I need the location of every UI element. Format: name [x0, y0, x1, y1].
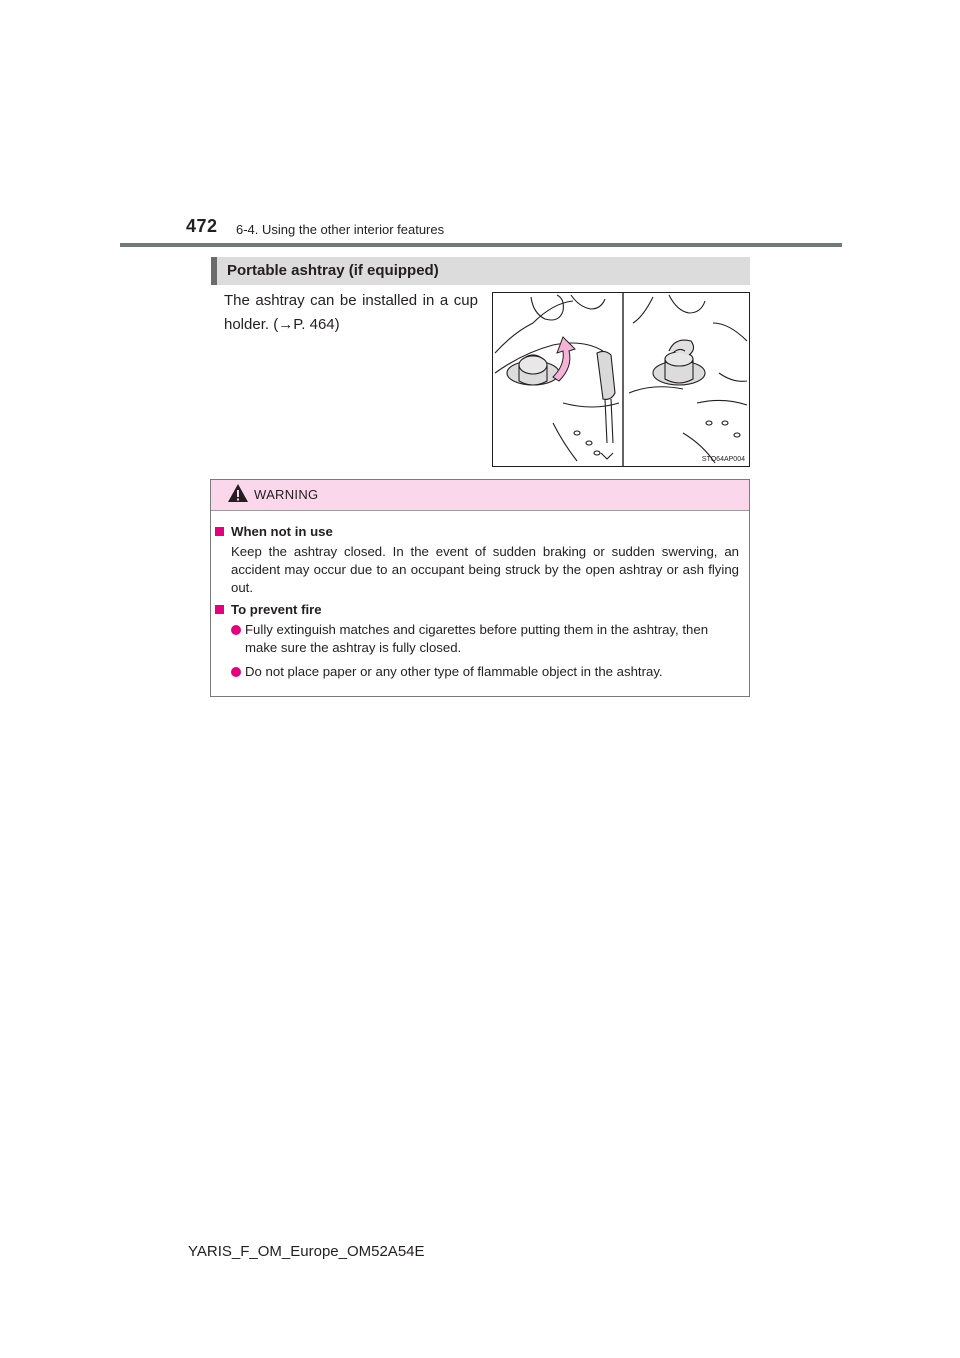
warning-triangle-icon	[227, 483, 249, 503]
section-heading: Portable ashtray (if equipped)	[211, 257, 750, 285]
warning-item-text: Keep the ashtray closed. In the event of sudden braking or sudden swerving, an accident may occur due to an occupant being struck by the open ashtray or ash flying out.	[231, 544, 739, 595]
warning-item-title: When not in use	[215, 523, 333, 541]
page-number: 472	[186, 216, 218, 236]
warning-header	[211, 480, 749, 511]
square-bullet-icon	[215, 527, 224, 536]
warning-bullet	[231, 663, 741, 681]
square-bullet-icon	[215, 605, 224, 614]
footer-document-code: YARIS_F_OM_Europe_OM52A54E	[188, 1243, 425, 1260]
warning-bullet-text: Fully extinguish matches and cigarettes before putting them in the ashtray, then make sure the ashtray is fully closed.	[245, 622, 709, 655]
intro-text: The ashtray can be installed in a cup holder. (→P. 464)	[224, 292, 478, 333]
chapter-title: 6-4. Using the other interior features	[236, 222, 445, 237]
ashtray-drawing	[493, 293, 749, 466]
ashtray-illustration	[492, 292, 750, 467]
warning-label: WARNING	[254, 487, 319, 502]
round-bullet-icon	[231, 625, 241, 635]
warning-box	[210, 479, 750, 697]
warning-item-title: To prevent fire	[215, 601, 322, 619]
illustration-code: STO64AP004	[701, 456, 745, 463]
warning-bullet-text: Do not place paper or any other type of flammable object in the ashtray.	[245, 664, 663, 679]
warning-bullet	[231, 621, 741, 657]
round-bullet-icon	[231, 667, 241, 677]
header-rule	[120, 243, 842, 247]
